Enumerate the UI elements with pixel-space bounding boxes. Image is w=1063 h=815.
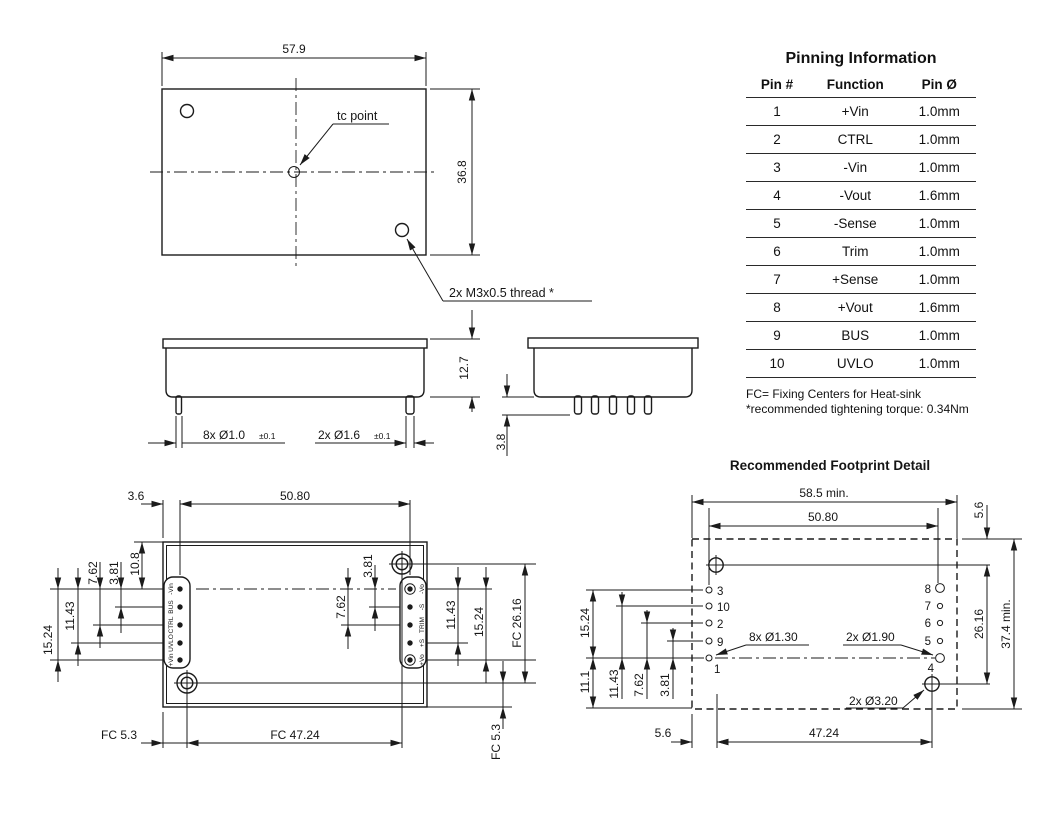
side-view-height-dimension (430, 310, 480, 412)
pin-number: 4 (746, 182, 808, 210)
dim-pin-small: 8x Ø1.0 (203, 428, 246, 442)
pad-number-5: 5 (924, 636, 931, 648)
pinning-information-panel (746, 50, 976, 418)
dim-left-15-24: 15.24 (41, 624, 55, 656)
pin-function: CTRL (808, 126, 902, 154)
table-header-row (746, 77, 976, 98)
end-view-lid (528, 338, 698, 348)
thread-callout (407, 239, 592, 301)
pin-dot (407, 586, 412, 591)
pin-diameter-dimensions (148, 416, 434, 448)
pin-diameter: 1.0mm (902, 98, 976, 126)
side-view-pin-large (406, 396, 414, 414)
pin-diameter: 1.0mm (902, 210, 976, 238)
pad-number-9: 9 (717, 637, 724, 649)
pin-dot (177, 604, 182, 609)
pad-number-2: 2 (717, 619, 724, 631)
pad-number-10: 10 (717, 602, 730, 614)
pin-function: -Vout (808, 182, 902, 210)
col-header-pin: Pin # (760, 77, 794, 92)
pin-diameter: 1.0mm (902, 238, 976, 266)
end-view-pin-5 (645, 396, 652, 414)
footprint-title: Recommended Footprint Detail (729, 458, 931, 473)
dim-fc-5-3-left: FC 5.3 (100, 728, 138, 742)
pin-number: 5 (746, 210, 808, 238)
dim-36-8: 36.8 (455, 160, 469, 184)
pin-function: +Vin (808, 98, 902, 126)
pin-dot (407, 622, 412, 627)
pin-function: +Sense (808, 266, 902, 294)
footprint-right-dimensions (724, 501, 1022, 709)
dim-50-80: 50.80 (279, 489, 311, 503)
pad-number-7: 7 (924, 601, 931, 613)
pin-label-vo-pos: +Vo (419, 654, 426, 666)
top-view-height-dimension (430, 89, 480, 255)
dim-pin-large-tol: ±0.1 (374, 431, 391, 441)
end-view-pin-1 (575, 396, 582, 414)
footprint-mounting-hole-bottom-right (922, 674, 942, 694)
pin-dot (177, 657, 182, 662)
pin-label-vo-neg: -Vo (419, 584, 426, 594)
thread-label: 2x M3x0.5 thread * (449, 286, 554, 300)
pin-diameter: 1.0mm (902, 322, 976, 350)
pin-number: 6 (746, 238, 808, 266)
pinning-table-title: Pinning Information (785, 50, 937, 67)
end-view-body-outline (534, 348, 692, 397)
tc-point-label: tc point (337, 109, 378, 123)
side-view-body-outline (166, 348, 424, 397)
dim-pin-small-tol: ±0.1 (259, 431, 276, 441)
dim-fp-5-6-corner: 5.6 (972, 501, 986, 519)
table-row (746, 98, 976, 126)
pin-label-s-pos: +S (419, 638, 426, 648)
table-row (746, 350, 976, 378)
pin-label-s-neg: -S (419, 603, 426, 611)
bottom-view-left-dimensions (41, 542, 164, 682)
dim-3-8: 3.8 (494, 433, 508, 451)
pin-diameter: 1.0mm (902, 350, 976, 378)
pin-label-vin-pos: +Vin (168, 653, 175, 667)
dim-fp-26-16: 26.16 (972, 608, 986, 640)
pin-number: 2 (746, 126, 808, 154)
dim-fp-11-1: 11.1 (578, 670, 592, 694)
footprint-top-dimensions (692, 486, 957, 585)
pin-dot (177, 586, 182, 591)
col-header-diameter: Pin Ø (921, 77, 957, 92)
pin-function: +Vout (808, 294, 902, 322)
side-view-pin-small (176, 396, 182, 414)
pin-number: 8 (746, 294, 808, 322)
pin-dot (407, 640, 412, 645)
pin-number: 9 (746, 322, 808, 350)
dim-left-11-43: 11.43 (63, 601, 77, 631)
dim-3-6: 3.6 (127, 489, 145, 503)
pinning-table (746, 77, 976, 378)
end-view (494, 338, 698, 456)
dim-left-3-81: 3.81 (107, 561, 121, 585)
table-row (746, 322, 976, 350)
dim-right-7-62: 7.62 (334, 595, 348, 619)
dim-fp-47-24: 47.24 (808, 726, 840, 740)
dim-fp-7-62: 7.62 (632, 673, 646, 697)
pin-diameter: 1.0mm (902, 126, 976, 154)
dim-57-9: 57.9 (282, 42, 306, 56)
dim-fp-15-24: 15.24 (578, 607, 592, 639)
note-fixing-centers: FC= Fixing Centers for Heat-sink (746, 387, 922, 401)
dim-fp-50-80: 50.80 (807, 510, 839, 524)
pin-diameter: 1.0mm (902, 154, 976, 182)
pin-dot (177, 640, 182, 645)
footprint-right-pads (925, 584, 945, 675)
pin-number: 3 (746, 154, 808, 182)
pin-label-vin-neg: -Vin (168, 583, 175, 595)
dim-right-15-24: 15.24 (472, 606, 486, 638)
top-view (150, 42, 592, 301)
dim-58-5-min: 58.5 min. (799, 486, 849, 500)
side-view (148, 310, 480, 448)
pin-diameter: 1.6mm (902, 182, 976, 210)
callout-8x-1-30: 8x Ø1.30 (749, 630, 798, 644)
pin-label-trim: TRIM (419, 617, 426, 633)
table-row (746, 266, 976, 294)
table-notes (746, 387, 976, 418)
pin-dot (407, 604, 412, 609)
end-view-pin-3 (610, 396, 617, 414)
footprint-left-pads (706, 586, 730, 676)
dim-left-10-8: 10.8 (128, 552, 142, 576)
end-view-pin-4 (628, 396, 635, 414)
dim-fc-47-24: FC 47.24 (270, 728, 320, 742)
dim-fc-26-16: FC 26.16 (510, 598, 524, 648)
dim-right-11-43: 11.43 (444, 600, 458, 630)
table-row (746, 294, 976, 322)
side-view-lid (163, 339, 427, 348)
table-row (746, 126, 976, 154)
pin-number: 7 (746, 266, 808, 294)
pin-function: UVLO (808, 350, 902, 378)
pin-label-bus: BUS (168, 600, 175, 614)
pin-number: 10 (746, 350, 808, 378)
dim-37-4-min: 37.4 min. (999, 599, 1013, 649)
table-row (746, 154, 976, 182)
footprint-hole-callouts (716, 630, 933, 708)
footprint-detail (578, 458, 1022, 748)
pad-number-8: 8 (924, 584, 931, 596)
table-row (746, 182, 976, 210)
pin-label-uvlo: UVLO (168, 634, 175, 652)
pin-function: -Vin (808, 154, 902, 182)
pin-dot (177, 622, 182, 627)
table-row (746, 238, 976, 266)
note-torque: *recommended tightening torque: 0.34Nm (746, 402, 969, 417)
callout-2x-3-20: 2x Ø3.20 (849, 694, 898, 708)
callout-2x-1-90: 2x Ø1.90 (846, 630, 895, 644)
pad-number-6: 6 (924, 618, 931, 630)
pad-number-1: 1 (714, 664, 721, 676)
pin-function: Trim (808, 238, 902, 266)
pin-length-dimension (494, 374, 570, 456)
pin-diameter: 1.6mm (902, 294, 976, 322)
dim-pin-large: 2x Ø1.6 (318, 428, 361, 442)
pin-diameter: 1.0mm (902, 266, 976, 294)
dim-fp-5-6-bottom: 5.6 (654, 726, 672, 740)
dim-right-3-81: 3.81 (361, 554, 375, 578)
dim-left-7-62: 7.62 (86, 561, 100, 585)
top-view-width-dimension (162, 42, 426, 86)
pin-number: 1 (746, 98, 808, 126)
pad-number-3: 3 (717, 586, 724, 598)
pin-label-ctrl: CTRL (168, 616, 175, 634)
col-header-function: Function (826, 77, 884, 92)
bottom-view (41, 489, 536, 760)
dim-fc-5-3-right: FC 5.3 (489, 723, 503, 761)
dim-fp-3-81: 3.81 (658, 673, 672, 697)
table-row (746, 210, 976, 238)
pin-dot (407, 657, 412, 662)
footprint-left-dimensions (578, 590, 704, 708)
end-view-pin-2 (592, 396, 599, 414)
pin-function: -Sense (808, 210, 902, 238)
pad-number-4: 4 (927, 663, 934, 675)
pin-function: BUS (808, 322, 902, 350)
dim-fp-11-43: 11.43 (607, 669, 621, 699)
dim-12-7: 12.7 (457, 356, 471, 380)
